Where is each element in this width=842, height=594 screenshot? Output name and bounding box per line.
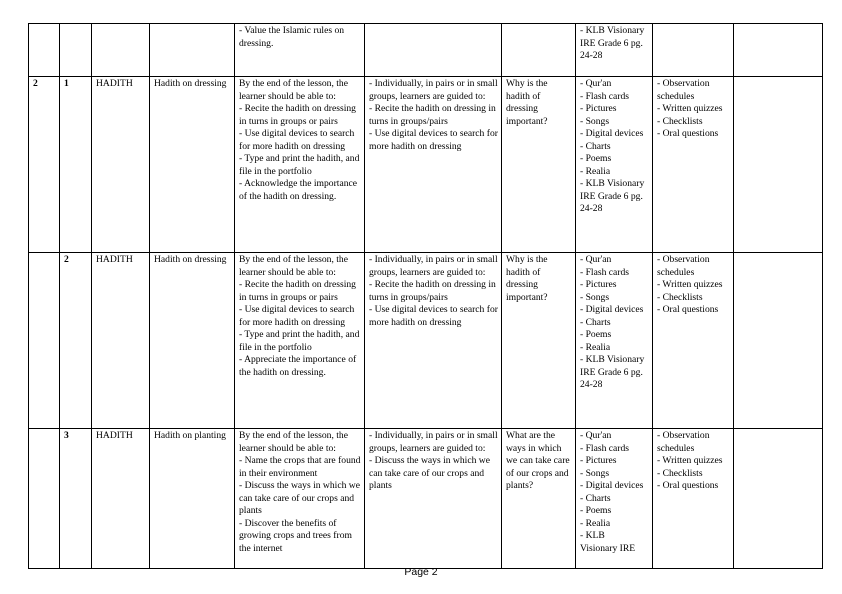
week-cell [29, 253, 60, 429]
resources-line: - Realia [580, 517, 611, 529]
week-cell: 2 [29, 77, 60, 253]
scheme-of-work-table [28, 23, 823, 569]
learning-outcomes-cell [235, 429, 365, 569]
assessment-cell [653, 77, 734, 253]
learning-experiences-line: - Discuss the ways in which we can take care of our crops and plants [369, 455, 490, 491]
resources-line: - KLB [580, 530, 605, 541]
lesson-cell: 2 [60, 253, 92, 429]
assessment-line: - Checklists [657, 467, 703, 479]
assessment-line: - Oral questions [657, 304, 719, 315]
strand-cell: HADITH [92, 77, 150, 253]
resources-line: - Pictures [580, 455, 617, 466]
resources-line: - KLB Visionary IRE Grade 6 pg. 24-28 [580, 178, 645, 214]
resources-line: - Songs [580, 115, 610, 127]
resources-line: - Charts [580, 316, 611, 328]
assessment-line: - Observation schedules [657, 254, 710, 278]
lesson-cell: 1 [60, 77, 92, 253]
resources-cell [576, 429, 653, 569]
learning-outcomes-cell [235, 24, 365, 77]
learning-outcomes-cell [235, 253, 365, 429]
resources-line: Visionary IRE [580, 542, 636, 554]
learning-experiences-line: - Individually, in pairs or in small groups, learners are guided to: [369, 78, 498, 102]
resources-line: - Flash cards [580, 442, 630, 454]
table-row [29, 429, 823, 569]
learning-outcomes-line: - Value the Islamic rules on dressing. [239, 25, 345, 49]
learning-experiences-line: - Recite the hadith on dressing in turns in groups/pairs [369, 103, 496, 127]
learning-experiences-line: - Individually, in pairs or in small groups, learners are guided to: [369, 254, 498, 278]
learning-outcomes-line: - Discuss the ways in which we can take care of our crops and plants [239, 480, 360, 516]
strand-cell: HADITH [92, 253, 150, 429]
resources-line: - KLB Visionary IRE Grade 6 pg. 24-28 [580, 354, 645, 390]
learning-experiences-line: - Individually, in pairs or in small groups, learners are guided to: [369, 430, 498, 454]
resources-line: - Qur'an [580, 254, 612, 265]
learning-outcomes-line: - Recite the hadith on dressing in turns in groups or pairs [239, 103, 356, 127]
resources-line: - KLB Visionary IRE Grade 6 pg. 24-28 [580, 25, 645, 61]
learning-outcomes-line: - Acknowledge the importance of the hadith on dressing. [239, 178, 358, 202]
reflection-cell [734, 77, 823, 253]
assessment-line: - Checklists [657, 115, 703, 127]
assessment-line: - Written quizzes [657, 279, 723, 290]
learning-experiences-cell [365, 24, 502, 77]
key-inquiry-cell: Why is the hadith of dressing important? [502, 77, 576, 253]
learning-experiences-cell [365, 253, 502, 429]
assessment-line: - Written quizzes [657, 455, 723, 466]
resources-line: - Qur'an [580, 430, 612, 441]
reflection-cell [734, 429, 823, 569]
assessment-line: - Oral questions [657, 480, 719, 491]
table-row [29, 77, 823, 253]
assessment-line: - Observation schedules [657, 430, 710, 454]
sub-strand-cell [150, 24, 235, 77]
resources-line: - Songs [580, 291, 610, 303]
resources-line: - Pictures [580, 103, 617, 114]
sub-strand-cell: Hadith on planting [150, 429, 235, 569]
assessment-cell [653, 253, 734, 429]
learning-outcomes-cell [235, 77, 365, 253]
table-row [29, 24, 823, 77]
resources-line: - Flash cards [580, 266, 630, 278]
learning-outcomes-line: - Use digital devices to search for more hadith on dressing [239, 304, 355, 328]
learning-experiences-line: - Use digital devices to search for more hadith on dressing [369, 304, 498, 328]
sub-strand-cell: Hadith on dressing [150, 77, 235, 253]
resources-line: - Poems [580, 505, 612, 516]
strand-cell [92, 24, 150, 77]
resources-line: - Digital devices [580, 480, 644, 491]
resources-line: - Digital devices [580, 128, 644, 139]
learning-experiences-line: - Use digital devices to search for more hadith on dressing [369, 128, 498, 152]
learning-outcomes-line: By the end of the lesson, the learner should be able to: [239, 254, 348, 278]
learning-outcomes-line: - Name the crops that are found in their environment [239, 455, 361, 479]
assessment-line: - Checklists [657, 291, 703, 303]
resources-line: - Flash cards [580, 90, 630, 102]
resources-line: - Charts [580, 140, 611, 152]
learning-outcomes-line: - Appreciate the importance of the hadith on dressing. [239, 354, 357, 378]
resources-cell [576, 77, 653, 253]
resources-line: - Poems [580, 153, 612, 164]
key-inquiry-cell: Why is the hadith of dressing important? [502, 253, 576, 429]
reflection-cell [734, 253, 823, 429]
learning-outcomes-line: - Discover the benefits of growing crops and trees from the internet [239, 517, 352, 554]
learning-experiences-line: - Recite the hadith on dressing in turns in groups/pairs [369, 279, 496, 303]
resources-line: - Pictures [580, 279, 617, 290]
assessment-cell [653, 24, 734, 77]
assessment-line: - Written quizzes [657, 103, 723, 114]
resources-line: - Qur'an [580, 78, 612, 89]
resources-line: - Charts [580, 492, 611, 504]
resources-line: - Poems [580, 329, 612, 340]
learning-outcomes-line: - Recite the hadith on dressing in turns in groups or pairs [239, 279, 356, 303]
resources-line: - Digital devices [580, 304, 644, 315]
table-body [29, 24, 823, 569]
learning-outcomes-line: By the end of the lesson, the learner should be able to: [239, 430, 348, 454]
week-cell [29, 429, 60, 569]
assessment-cell [653, 429, 734, 569]
sub-strand-cell: Hadith on dressing [150, 253, 235, 429]
learning-outcomes-line: - Use digital devices to search for more hadith on dressing [239, 128, 355, 152]
resources-cell [576, 253, 653, 429]
table-row [29, 253, 823, 429]
resources-line: - Realia [580, 165, 611, 177]
resources-line: - Songs [580, 467, 610, 479]
key-inquiry-cell: What are the ways in which we can take care of our crops and plants? [502, 429, 576, 569]
page-number: Page 2 [404, 566, 438, 578]
resources-line: - Realia [580, 341, 611, 353]
assessment-line: - Oral questions [657, 128, 719, 139]
resources-cell [576, 24, 653, 77]
learning-experiences-cell [365, 77, 502, 253]
reflection-cell [734, 24, 823, 77]
lesson-cell [60, 24, 92, 77]
learning-outcomes-line: - Type and print the hadith, and file in the portfolio [239, 329, 360, 353]
learning-outcomes-line: By the end of the lesson, the learner should be able to: [239, 78, 348, 102]
learning-experiences-cell [365, 429, 502, 569]
strand-cell: HADITH [92, 429, 150, 569]
assessment-line: - Observation schedules [657, 78, 710, 102]
week-cell [29, 24, 60, 77]
learning-outcomes-line: - Type and print the hadith, and file in the portfolio [239, 153, 360, 177]
key-inquiry-cell [502, 24, 576, 77]
lesson-cell: 3 [60, 429, 92, 569]
